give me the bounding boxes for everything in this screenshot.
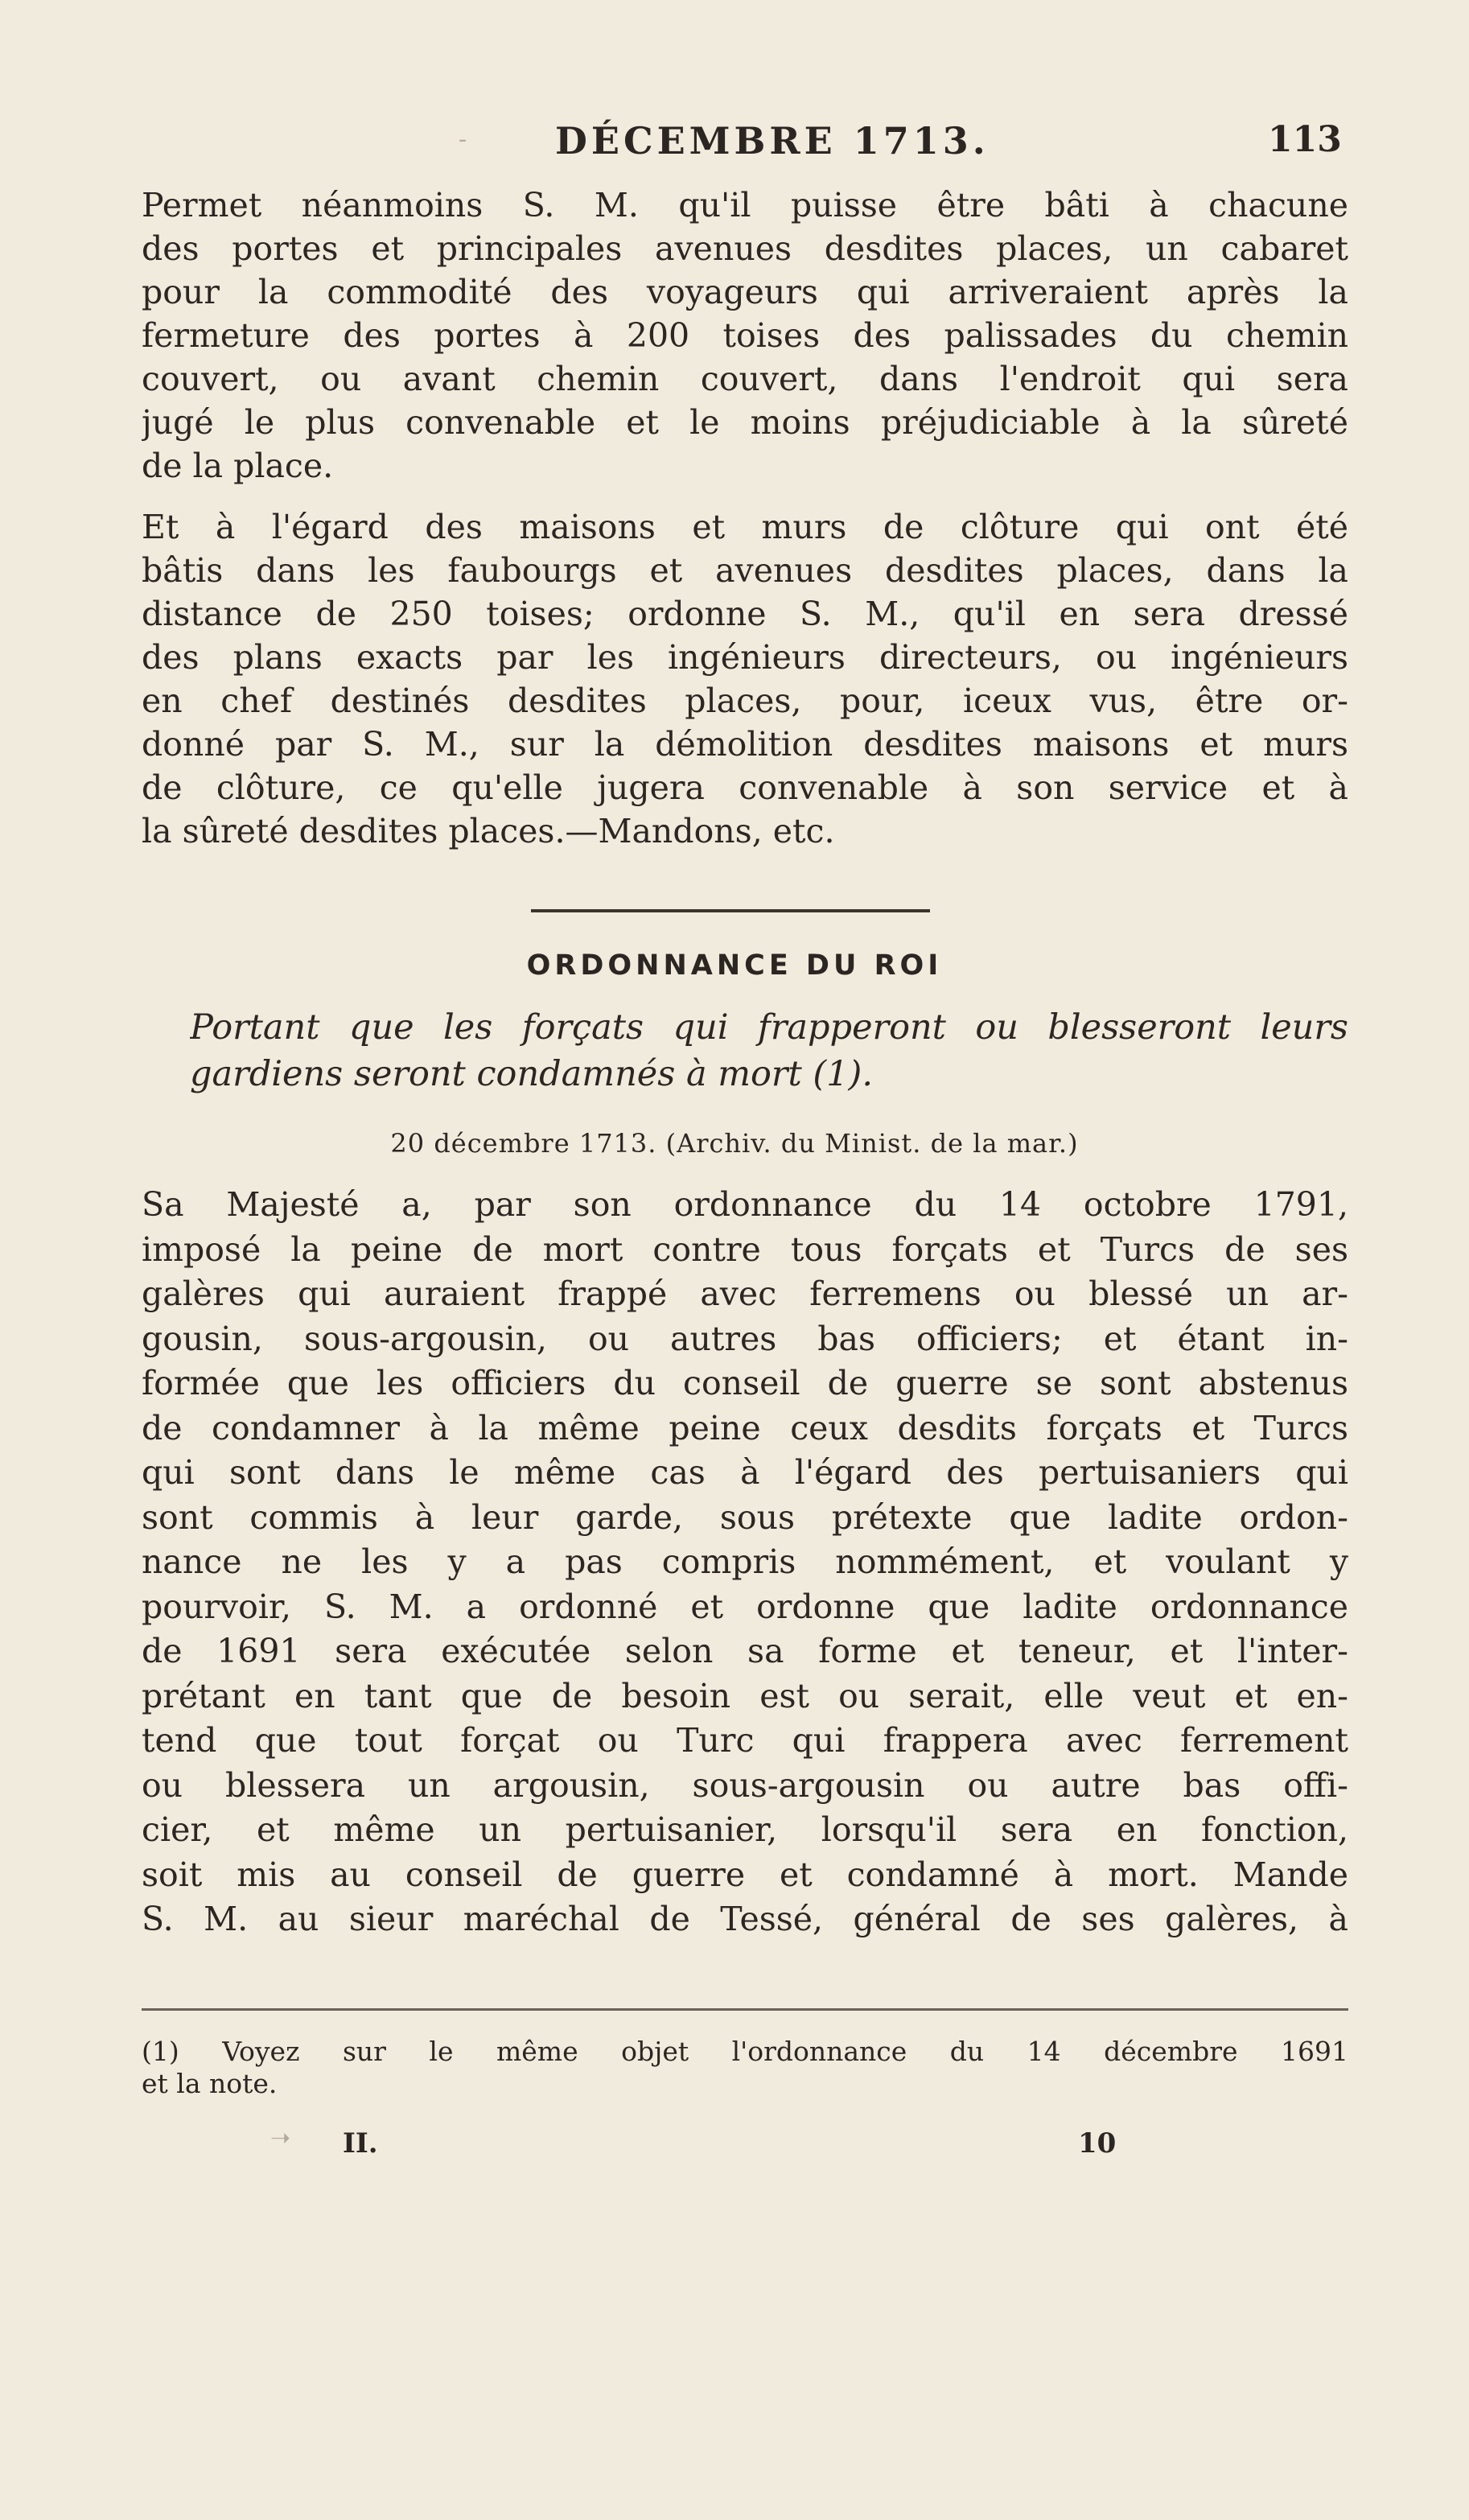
text-line: pour la commodité des voyageurs qui arriveraient après la — [142, 273, 1348, 311]
paragraph-2 — [142, 505, 1348, 853]
ordonnance-heading: ORDONNANCE DU ROI — [526, 949, 943, 982]
section-divider — [531, 909, 930, 912]
footnote-line: et la note. — [142, 2068, 278, 2099]
text-line: de 1691 sera exécutée selon sa forme et teneur, et l'inter- — [142, 1632, 1348, 1670]
text-line: donné par S. M., sur la démolition desdites maisons et murs — [142, 725, 1348, 764]
paragraph-1 — [142, 183, 1348, 488]
text-line: la sûreté desdites places.—Mandons, etc. — [142, 812, 835, 850]
running-head-title: DÉCEMBRE 1713. — [555, 119, 990, 163]
subtitle-line: gardiens seront condamnés à mort (1). — [190, 1054, 873, 1094]
text-line: des plans exacts par les ingénieurs directeurs, ou ingénieurs — [142, 638, 1348, 677]
text-line: bâtis dans les faubourgs et avenues desdites places, dans la — [142, 551, 1348, 590]
text-line: cier, et même un pertuisanier, lorsqu'il sera en fonction, — [142, 1810, 1348, 1849]
dateline: 20 décembre 1713. (Archiv. du Minist. de la mar.) — [390, 1128, 1079, 1159]
text-line: qui sont dans le même cas à l'égard des pertuisaniers qui — [142, 1453, 1348, 1492]
ordonnance-subtitle — [190, 1004, 1348, 1097]
footnote-rule — [142, 2008, 1348, 2011]
text-line: couvert, ou avant chemin couvert, dans l'endroit qui sera — [142, 360, 1348, 398]
text-line: distance de 250 toises; ordonne S. M., qu'il en sera dressé — [142, 595, 1348, 633]
text-line: jugé le plus convenable et le moins préjudiciable à la sûreté — [142, 403, 1348, 442]
arrow-mark-icon: ➝ — [270, 2124, 291, 2152]
text-line: fermeture des portes à 200 toises des palissades du chemin — [142, 316, 1348, 355]
text-line: prétant en tant que de besoin est ou serait, elle veut et en- — [142, 1676, 1348, 1715]
text-line: nance ne les y a pas compris nommément, et voulant y — [142, 1542, 1348, 1581]
text-line: soit mis au conseil de guerre et condamné à mort. Mande — [142, 1855, 1348, 1894]
footnote-line: (1) Voyez sur le même objet l'ordonnance du 14 décembre 1691 — [142, 2036, 1348, 2067]
page-number: 113 — [1268, 119, 1342, 160]
text-line: imposé la peine de mort contre tous forçats et Turcs de ses — [142, 1229, 1348, 1269]
text-line: galères qui auraient frappé avec ferremens ou blessé un ar- — [142, 1274, 1348, 1313]
text-line: formée que les officiers du conseil de guerre se sont abstenus — [142, 1364, 1348, 1402]
text-line: S. M. au sieur maréchal de Tessé, général de ses galères, à — [142, 1900, 1348, 1938]
running-head-dash: - — [459, 126, 467, 154]
text-line: de la place. — [142, 447, 334, 485]
gathering-signature: 10 — [1078, 2127, 1117, 2160]
text-line: pourvoir, S. M. a ordonné et ordonne que ladite ordonnance — [142, 1587, 1348, 1626]
text-line: Et à l'égard des maisons et murs de clôture qui ont été — [142, 508, 1348, 546]
text-line: Sa Majesté a, par son ordonnance du 14 octobre 1791, — [142, 1185, 1348, 1224]
subtitle-line: Portant que les forçats qui frapperont ou blesseront leurs — [190, 1007, 1348, 1048]
text-line: en chef destinés desdites places, pour, iceux vus, être or- — [142, 681, 1348, 720]
text-line: tend que tout forçat ou Turc qui frappera avec ferrement — [142, 1721, 1348, 1760]
paragraph-3 — [142, 1183, 1348, 1942]
text-line: Permet néanmoins S. M. qu'il puisse être bâti à chacune — [142, 186, 1348, 224]
text-line: de clôture, ce qu'elle jugera convenable à son service et à — [142, 768, 1348, 807]
footnote — [142, 2036, 1348, 2100]
text-line: ou blessera un argousin, sous-argousin ou autre bas offi- — [142, 1765, 1348, 1805]
text-line: sont commis à leur garde, sous prétexte que ladite ordon- — [142, 1497, 1348, 1537]
text-line: des portes et principales avenues desdites places, un cabaret — [142, 229, 1348, 268]
volume-signature: II. — [343, 2127, 378, 2160]
text-line: gousin, sous-argousin, ou autres bas officiers; et étant in- — [142, 1319, 1348, 1358]
running-head — [0, 119, 1469, 167]
text-line: de condamner à la même peine ceux desdits forçats et Turcs — [142, 1408, 1348, 1447]
